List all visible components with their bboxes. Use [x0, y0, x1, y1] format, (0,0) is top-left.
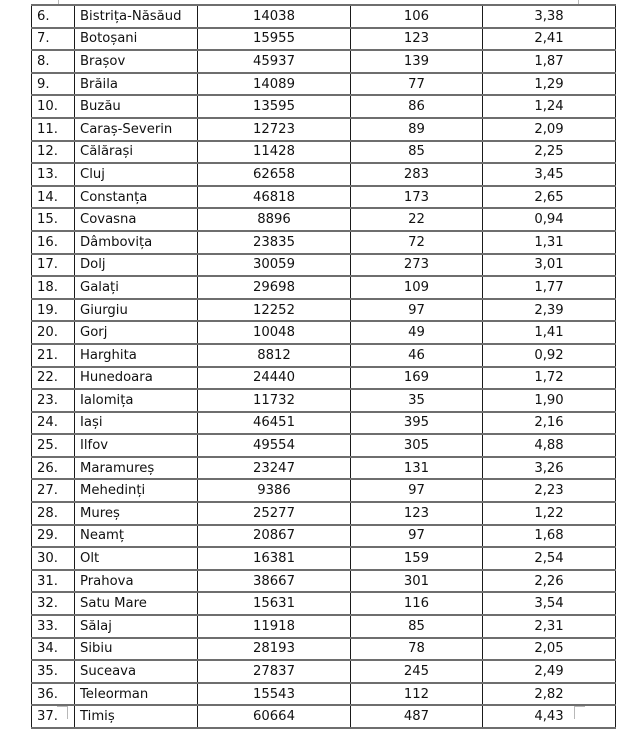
value-3-cell: 2,82 [483, 683, 616, 706]
value-1-cell: 62658 [198, 163, 351, 186]
county-name-cell: Brăila [75, 73, 198, 96]
county-name-cell: Ialomița [75, 389, 198, 412]
value-2-cell: 35 [351, 389, 483, 412]
row-number-cell: 24. [32, 412, 75, 435]
county-name-cell: Covasna [75, 208, 198, 231]
row-number-cell: 14. [32, 186, 75, 209]
value-3-cell: 2,31 [483, 615, 616, 638]
row-number-cell: 15. [32, 208, 75, 231]
table-row [32, 434, 616, 457]
value-3-cell: 1,24 [483, 95, 616, 118]
county-name-cell: Prahova [75, 570, 198, 593]
table-row [32, 502, 616, 525]
row-number-cell: 31. [32, 570, 75, 593]
county-name-cell: Giurgiu [75, 299, 198, 322]
value-2-cell: 106 [351, 5, 483, 28]
value-1-cell: 38667 [198, 570, 351, 593]
row-number-cell: 10. [32, 95, 75, 118]
row-number-cell: 12. [32, 141, 75, 164]
value-2-cell: 395 [351, 412, 483, 435]
county-name-cell: Constanța [75, 186, 198, 209]
value-3-cell: 0,92 [483, 344, 616, 367]
value-1-cell: 8896 [198, 208, 351, 231]
value-3-cell: 1,68 [483, 525, 616, 548]
table-row [32, 141, 616, 164]
table-row [32, 683, 616, 706]
value-2-cell: 305 [351, 434, 483, 457]
county-name-cell: Harghita [75, 344, 198, 367]
table-row [32, 321, 616, 344]
county-name-cell: Timiș [75, 705, 198, 728]
value-3-cell: 1,87 [483, 50, 616, 73]
table-row [32, 479, 616, 502]
value-3-cell: 2,25 [483, 141, 616, 164]
county-name-cell: Sălaj [75, 615, 198, 638]
county-name-cell: Călărași [75, 141, 198, 164]
value-3-cell: 2,65 [483, 186, 616, 209]
table-row [32, 344, 616, 367]
table-row [32, 412, 616, 435]
row-number-cell: 17. [32, 254, 75, 277]
county-name-cell: Iași [75, 412, 198, 435]
value-2-cell: 173 [351, 186, 483, 209]
value-2-cell: 112 [351, 683, 483, 706]
value-1-cell: 11918 [198, 615, 351, 638]
value-2-cell: 109 [351, 276, 483, 299]
value-1-cell: 12252 [198, 299, 351, 322]
value-1-cell: 9386 [198, 479, 351, 502]
table-row [32, 457, 616, 480]
value-1-cell: 11732 [198, 389, 351, 412]
table-body [32, 5, 616, 728]
county-name-cell: Mehedinți [75, 479, 198, 502]
value-3-cell: 2,39 [483, 299, 616, 322]
row-number-cell: 23. [32, 389, 75, 412]
value-2-cell: 283 [351, 163, 483, 186]
value-2-cell: 22 [351, 208, 483, 231]
value-1-cell: 49554 [198, 434, 351, 457]
county-name-cell: Gorj [75, 321, 198, 344]
value-1-cell: 29698 [198, 276, 351, 299]
county-data-table [31, 4, 616, 729]
value-2-cell: 85 [351, 141, 483, 164]
county-name-cell: Olt [75, 547, 198, 570]
value-1-cell: 30059 [198, 254, 351, 277]
value-2-cell: 89 [351, 118, 483, 141]
table-row [32, 231, 616, 254]
row-number-cell: 28. [32, 502, 75, 525]
row-number-cell: 35. [32, 660, 75, 683]
value-1-cell: 27837 [198, 660, 351, 683]
table-row [32, 660, 616, 683]
county-name-cell: Satu Mare [75, 592, 198, 615]
value-3-cell: 3,01 [483, 254, 616, 277]
value-1-cell: 24440 [198, 367, 351, 390]
row-number-cell: 19. [32, 299, 75, 322]
county-name-cell: Mureș [75, 502, 198, 525]
value-1-cell: 46451 [198, 412, 351, 435]
value-1-cell: 15543 [198, 683, 351, 706]
row-number-cell: 18. [32, 276, 75, 299]
value-3-cell: 3,45 [483, 163, 616, 186]
row-number-cell: 22. [32, 367, 75, 390]
value-1-cell: 23247 [198, 457, 351, 480]
value-1-cell: 15631 [198, 592, 351, 615]
value-1-cell: 16381 [198, 547, 351, 570]
value-2-cell: 169 [351, 367, 483, 390]
table-row [32, 705, 616, 728]
table-row [32, 592, 616, 615]
value-3-cell: 2,49 [483, 660, 616, 683]
value-1-cell: 23835 [198, 231, 351, 254]
row-number-cell: 16. [32, 231, 75, 254]
value-2-cell: 97 [351, 299, 483, 322]
county-name-cell: Caraș-Severin [75, 118, 198, 141]
value-1-cell: 12723 [198, 118, 351, 141]
county-name-cell: Maramureș [75, 457, 198, 480]
value-3-cell: 3,54 [483, 592, 616, 615]
value-2-cell: 159 [351, 547, 483, 570]
value-1-cell: 8812 [198, 344, 351, 367]
value-1-cell: 15955 [198, 28, 351, 51]
value-3-cell: 2,26 [483, 570, 616, 593]
table-row [32, 389, 616, 412]
value-3-cell: 2,54 [483, 547, 616, 570]
row-number-cell: 21. [32, 344, 75, 367]
value-3-cell: 1,72 [483, 367, 616, 390]
county-name-cell: Galați [75, 276, 198, 299]
value-3-cell: 2,05 [483, 638, 616, 661]
county-name-cell: Ilfov [75, 434, 198, 457]
value-3-cell: 4,88 [483, 434, 616, 457]
value-1-cell: 20867 [198, 525, 351, 548]
table-row [32, 95, 616, 118]
value-1-cell: 14038 [198, 5, 351, 28]
value-1-cell: 10048 [198, 321, 351, 344]
value-2-cell: 487 [351, 705, 483, 728]
row-number-cell: 25. [32, 434, 75, 457]
row-number-cell: 26. [32, 457, 75, 480]
county-name-cell: Dâmbovița [75, 231, 198, 254]
row-number-cell: 32. [32, 592, 75, 615]
row-number-cell: 13. [32, 163, 75, 186]
county-name-cell: Bistrița-Năsăud [75, 5, 198, 28]
value-3-cell: 2,23 [483, 479, 616, 502]
row-number-cell: 29. [32, 525, 75, 548]
table-row [32, 570, 616, 593]
row-number-cell: 30. [32, 547, 75, 570]
value-2-cell: 78 [351, 638, 483, 661]
row-number-cell: 7. [32, 28, 75, 51]
margin-corner-mark-bottom-right [574, 706, 585, 719]
table-row [32, 73, 616, 96]
value-3-cell: 1,31 [483, 231, 616, 254]
value-2-cell: 85 [351, 615, 483, 638]
table-row [32, 50, 616, 73]
county-name-cell: Botoșani [75, 28, 198, 51]
value-2-cell: 245 [351, 660, 483, 683]
value-2-cell: 77 [351, 73, 483, 96]
county-name-cell: Suceava [75, 660, 198, 683]
value-1-cell: 45937 [198, 50, 351, 73]
margin-corner-mark-bottom-left [57, 706, 68, 719]
value-1-cell: 46818 [198, 186, 351, 209]
table-row [32, 615, 616, 638]
value-2-cell: 46 [351, 344, 483, 367]
value-2-cell: 116 [351, 592, 483, 615]
table-row [32, 276, 616, 299]
table-row [32, 299, 616, 322]
table-row [32, 367, 616, 390]
county-name-cell: Dolj [75, 254, 198, 277]
table-row [32, 163, 616, 186]
county-name-cell: Hunedoara [75, 367, 198, 390]
county-name-cell: Buzău [75, 95, 198, 118]
row-number-cell: 11. [32, 118, 75, 141]
table-row [32, 525, 616, 548]
value-3-cell: 2,09 [483, 118, 616, 141]
table-row [32, 186, 616, 209]
value-1-cell: 25277 [198, 502, 351, 525]
county-name-cell: Teleorman [75, 683, 198, 706]
county-name-cell: Sibiu [75, 638, 198, 661]
value-3-cell: 1,41 [483, 321, 616, 344]
county-name-cell: Brașov [75, 50, 198, 73]
table-row [32, 638, 616, 661]
value-1-cell: 28193 [198, 638, 351, 661]
row-number-cell: 37. [32, 705, 75, 728]
value-1-cell: 14089 [198, 73, 351, 96]
value-2-cell: 301 [351, 570, 483, 593]
row-number-cell: 36. [32, 683, 75, 706]
row-number-cell: 33. [32, 615, 75, 638]
value-2-cell: 273 [351, 254, 483, 277]
row-number-cell: 20. [32, 321, 75, 344]
value-2-cell: 86 [351, 95, 483, 118]
row-number-cell: 34. [32, 638, 75, 661]
row-number-cell: 9. [32, 73, 75, 96]
table-row [32, 5, 616, 28]
value-2-cell: 139 [351, 50, 483, 73]
table-row [32, 208, 616, 231]
table-row [32, 28, 616, 51]
table-row [32, 547, 616, 570]
value-3-cell: 1,90 [483, 389, 616, 412]
value-2-cell: 49 [351, 321, 483, 344]
value-2-cell: 72 [351, 231, 483, 254]
value-2-cell: 131 [351, 457, 483, 480]
row-number-cell: 27. [32, 479, 75, 502]
table-row [32, 118, 616, 141]
value-1-cell: 13595 [198, 95, 351, 118]
value-3-cell: 2,16 [483, 412, 616, 435]
table-row [32, 254, 616, 277]
value-3-cell: 4,43 [483, 705, 616, 728]
row-number-cell: 8. [32, 50, 75, 73]
value-1-cell: 11428 [198, 141, 351, 164]
value-1-cell: 60664 [198, 705, 351, 728]
value-2-cell: 97 [351, 525, 483, 548]
value-3-cell: 0,94 [483, 208, 616, 231]
value-3-cell: 2,41 [483, 28, 616, 51]
row-number-cell: 6. [32, 5, 75, 28]
value-2-cell: 97 [351, 479, 483, 502]
value-3-cell: 1,29 [483, 73, 616, 96]
value-2-cell: 123 [351, 28, 483, 51]
county-name-cell: Neamț [75, 525, 198, 548]
value-2-cell: 123 [351, 502, 483, 525]
value-3-cell: 3,38 [483, 5, 616, 28]
value-3-cell: 1,77 [483, 276, 616, 299]
value-3-cell: 3,26 [483, 457, 616, 480]
value-3-cell: 1,22 [483, 502, 616, 525]
county-name-cell: Cluj [75, 163, 198, 186]
